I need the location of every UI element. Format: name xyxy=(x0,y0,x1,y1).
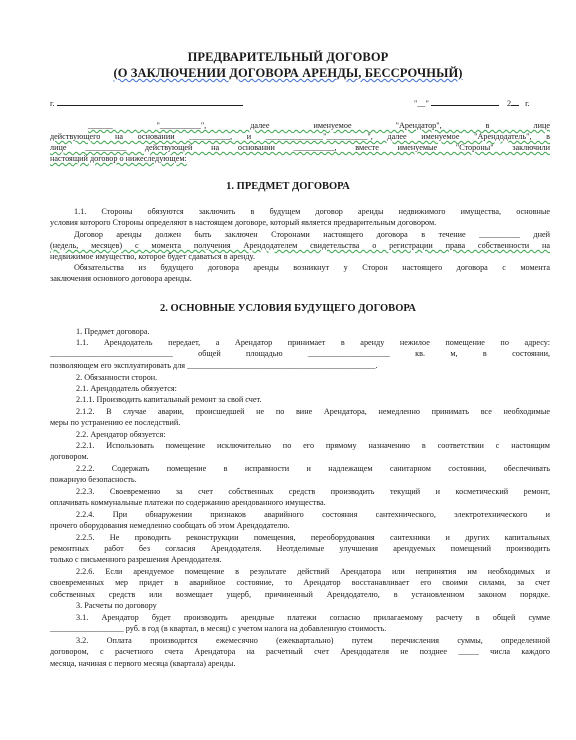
date-month-blank xyxy=(431,97,499,106)
s2-line: 2.2. Арендатор обязуется: xyxy=(76,430,166,439)
parties-line-1: ______ "__________", далее именуемое "Арендатор", в лице xyxy=(88,121,550,130)
s1-line-7: заключения основного договора аренды. xyxy=(50,274,192,283)
s1-line-1: 1.1. Стороны обязуются заключить в будущем договор аренды недвижимого имущества, основные xyxy=(74,207,550,216)
document-title-line2: (О ЗАКЛЮЧЕНИИ ДОГОВОРА АРЕНДЫ, БЕССРОЧНЫЙ) xyxy=(113,66,463,80)
s2-line: позволяющем его эксплуатировать для ______________________________________________. xyxy=(50,361,378,370)
date-row xyxy=(414,97,530,109)
s2-line: 2.1.1. Производить капитальный ремонт за свой счет. xyxy=(76,395,262,404)
s2-line: 2.2.1. Использовать помещение исключительно по его прямому назначению в соответствии с настоящим xyxy=(76,441,550,450)
s2-line: ______________________________ общей площадью ____________________ кв. м, в состоянии, xyxy=(50,349,550,358)
s2-line: договором, с расчетного счета Арендатора на расчетный счет Арендодателя не позднее _____ числа каждого xyxy=(50,647,550,656)
s2-line: 2.2.5. Не проводить реконструкции помещения, переоборудования сантехники и других капитальных xyxy=(76,533,550,542)
parties-line-3: лице __________ действующей на основании __________, вместе именуемые "Стороны" заключили xyxy=(50,143,550,152)
date-year-prefix: 2 xyxy=(506,99,512,108)
section2-heading: 2. ОСНОВНЫЕ УСЛОВИЯ БУДУЩЕГО ДОГОВОРА xyxy=(159,303,417,314)
s2-line: только с письменного разрешения Арендодателя. xyxy=(50,555,222,564)
s2-line: 2.1.2. В случае аварии, происшедшей не по вине Арендатора, немедленно принимать все необходимые xyxy=(76,407,550,416)
s2-line: 2.1. Арендодатель обязуется: xyxy=(76,384,177,393)
date-day: "__" xyxy=(414,99,429,108)
parties-line-2: действующего на основании __________, и ______________"__________", далее именуемое "Арендодатель", в xyxy=(50,132,550,141)
s2-line: ремонтных работ без согласия Арендодателя. Неотделимые улучшения арендуемых помещений производить xyxy=(50,544,550,553)
s2-line: месяца, начиная с первого месяца (квартала) аренды. xyxy=(50,659,236,668)
s2-line: договором. xyxy=(50,452,89,461)
s1-line-5: недвижимое имущество, которое будет сдаваться в аренду. xyxy=(50,252,255,261)
s2-line: 3. Расчеты по договору xyxy=(76,601,157,610)
s2-line: своевременных мер придет в аварийное состояние, то Арендатор восстанавливает его своими силами, за счет xyxy=(50,578,550,587)
date-year-suffix: г. xyxy=(525,99,530,108)
s2-line: 3.2. Оплата производится ежемесячно (ежеквартально) путем перечисления суммы, определенной xyxy=(76,636,550,645)
document-title-line1: ПРЕДВАРИТЕЛЬНЫЙ ДОГОВОР xyxy=(187,50,389,64)
parties-line-4: настоящий договор о нижеследующем: xyxy=(50,154,187,163)
s2-line: 2.2.4. При обнаружении признаков аварийного состояния сантехнического, электротехнического и xyxy=(76,510,550,519)
place-date-row xyxy=(50,97,243,109)
s2-line: 2. Обязанности сторон. xyxy=(76,373,158,382)
s1-line-4: (недель, месяцев) с момента получения Арендодателем свидетельства о регистрации права собственности на xyxy=(50,241,550,250)
city-blank xyxy=(57,97,243,106)
s2-line: пожарную безопасность. xyxy=(50,475,137,484)
section1-heading: 1. ПРЕДМЕТ ДОГОВОРА xyxy=(226,181,350,192)
s2-line: прочего оборудования немедленно сообщать об этом Арендодателю. xyxy=(50,521,290,530)
s2-line: меры по устранению ее последствий. xyxy=(50,418,181,427)
date-year-blank xyxy=(511,97,519,106)
s1-line-3: Договор аренды должен быть заключен Сторонами настоящего договора в течение __________ дней xyxy=(74,230,550,239)
s2-line: собственных средств или возмещает ущерб, причиненный Арендодателю, в установленном законом порядке. xyxy=(50,590,550,599)
s2-line: оплачивать коммунальные платежи по содержанию арендованного имущества. xyxy=(50,498,326,507)
s2-line: 2.2.3. Своевременно за счет собственных средств производить текущий и косметический ремонт, xyxy=(76,487,550,496)
s2-line: 1.1. Арендодатель передает, а Арендатор принимает в аренду нежилое помещение по адресу: xyxy=(76,338,550,347)
s2-line: __________________ руб. в год (в квартал, в месяц) с учетом налога на добавленную стоимость. xyxy=(50,624,387,633)
s2-line: 3.1. Арендатор будет производить арендные платежи согласно прилагаемому расчету в общей сумме xyxy=(76,613,550,622)
s1-line-6: Обязательства из будущего договора аренды возникнут у Сторон настоящего договора с момента xyxy=(74,263,550,272)
s2-line: 2.2.2. Содержать помещение в исправности и надлежащем санитарном состоянии, обеспечивать xyxy=(76,464,550,473)
s2-line: 2.2.6. Если арендуемое помещение в результате действий Арендатора или непринятия им необходимых и xyxy=(76,567,550,576)
s2-line: 1. Предмет договора. xyxy=(76,327,150,336)
city-prefix: г. xyxy=(50,99,55,108)
s1-line-2: условия которого Стороны определяют в настоящем договоре, который является предварительным договором. xyxy=(50,218,437,227)
